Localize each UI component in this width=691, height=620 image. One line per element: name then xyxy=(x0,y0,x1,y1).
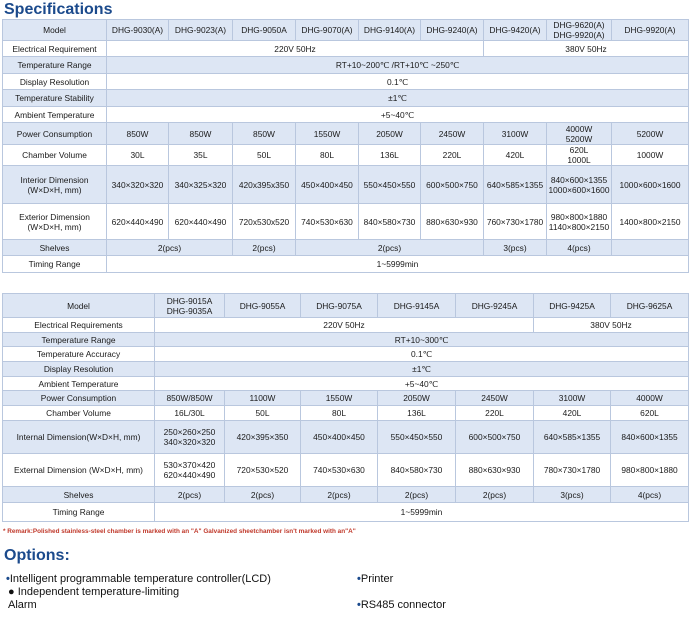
table-row xyxy=(3,294,689,318)
table-cell: 380V 50Hz xyxy=(484,41,689,57)
table-cell: DHG-9620(A) DHG-9920(A) xyxy=(547,20,612,41)
table-cell: 620×440×490 xyxy=(107,204,169,240)
table-cell: 1000×600×1600 xyxy=(612,166,689,204)
row-label: Electrical Requirements xyxy=(3,318,155,333)
table-row xyxy=(3,204,689,240)
table-cell: 740×530×630 xyxy=(296,204,359,240)
table-cell: 2(pcs) xyxy=(456,487,534,503)
table-row xyxy=(3,362,689,377)
table-cell: DHG-9023(A) xyxy=(169,20,233,41)
table-row xyxy=(3,318,689,333)
table-cell: 4(pcs) xyxy=(611,487,689,503)
table-cell: DHG-9030(A) xyxy=(107,20,169,41)
table-row xyxy=(3,406,689,421)
table-cell: 4000W xyxy=(611,391,689,406)
table-cell: 380V 50Hz xyxy=(534,318,689,333)
table-cell: 16L/30L xyxy=(155,406,225,421)
table-cell: 420L xyxy=(484,145,547,166)
table-row xyxy=(3,454,689,487)
table-row xyxy=(3,391,689,406)
table-cell: 0.1℃ xyxy=(155,347,689,362)
table-cell: 1400×800×2150 xyxy=(612,204,689,240)
table-cell: 2(pcs) xyxy=(233,240,296,256)
option-controller xyxy=(6,573,271,585)
table-cell: DHG-9625A xyxy=(611,294,689,318)
row-label: Temperature Range xyxy=(3,333,155,347)
row-label: Temperature Accuracy xyxy=(3,347,155,362)
table-cell: 50L xyxy=(233,145,296,166)
table-cell: 3(pcs) xyxy=(484,240,547,256)
bullet-icon: • xyxy=(6,573,10,585)
table-cell: DHG-9245A xyxy=(456,294,534,318)
table-cell: 530×370×420 620×440×490 xyxy=(155,454,225,487)
specifications-table-2 xyxy=(2,293,689,522)
table-cell: 620L xyxy=(611,406,689,421)
bullet-icon: • xyxy=(357,599,361,611)
row-label: Ambient Temperature xyxy=(3,377,155,391)
table-cell: 0.1℃ xyxy=(107,74,689,90)
row-label: Exterior Dimension (W×D×H, mm) xyxy=(3,204,107,240)
row-label: Chamber Volume xyxy=(3,406,155,421)
row-label: Temperature Range xyxy=(3,57,107,74)
table-cell: 640×585×1355 xyxy=(484,166,547,204)
table-cell: DHG-9920(A) xyxy=(612,20,689,41)
table-cell: 1550W xyxy=(296,123,359,145)
table-row xyxy=(3,74,689,90)
table-cell: 2050W xyxy=(378,391,456,406)
row-label: Electrical Requirement xyxy=(3,41,107,57)
table-cell: 720x530x520 xyxy=(233,204,296,240)
table-row xyxy=(3,57,689,74)
table-row xyxy=(3,421,689,454)
table-cell: +5~40℃ xyxy=(107,107,689,123)
option-printer-label: Printer xyxy=(360,573,394,585)
table-cell: 850W xyxy=(107,123,169,145)
table-row xyxy=(3,20,689,41)
table-cell: 220L xyxy=(421,145,484,166)
table-cell: 850W xyxy=(233,123,296,145)
option-controller-label: Intelligent programmable temperature controller(LCD) xyxy=(9,573,271,585)
table-row xyxy=(3,333,689,347)
row-label: Interior Dimension (W×D×H, mm) xyxy=(3,166,107,204)
table-cell: 450×400×450 xyxy=(301,421,378,454)
table-cell: 840×600×1355 xyxy=(611,421,689,454)
table-cell: 550×450×550 xyxy=(378,421,456,454)
table-cell: 250×260×250 340×320×320 xyxy=(155,421,225,454)
table-cell: 30L xyxy=(107,145,169,166)
table-cell: 1100W xyxy=(225,391,301,406)
table-cell: DHG-9070(A) xyxy=(296,20,359,41)
table-cell: DHG-9015A DHG-9035A xyxy=(155,294,225,318)
table-cell: 220V 50Hz xyxy=(155,318,534,333)
table-cell: 4(pcs) xyxy=(547,240,612,256)
table-row xyxy=(3,123,689,145)
table-cell: 3(pcs) xyxy=(534,487,611,503)
option-rs485-label: RS485 connector xyxy=(360,599,446,611)
table-cell: 340×320×320 xyxy=(107,166,169,204)
table-row xyxy=(3,90,689,107)
row-label: Shelves xyxy=(3,487,155,503)
table-row xyxy=(3,166,689,204)
table-cell: 1550W xyxy=(301,391,378,406)
specifications-title: Specifications xyxy=(4,1,113,18)
row-label: Shelves xyxy=(3,240,107,256)
row-label: Display Resolution xyxy=(3,74,107,90)
row-label: Chamber Volume xyxy=(3,145,107,166)
specifications-table-1 xyxy=(2,19,689,273)
option-rs485 xyxy=(357,599,446,611)
table-cell: DHG-9075A xyxy=(301,294,378,318)
table-cell: ±1℃ xyxy=(107,90,689,107)
table-cell: 850W xyxy=(169,123,233,145)
table-cell: 420L xyxy=(534,406,611,421)
table-cell: 880×630×930 xyxy=(421,204,484,240)
table-row xyxy=(3,256,689,273)
table-row xyxy=(3,487,689,503)
table-cell: 1~5999min xyxy=(107,256,689,273)
table-cell: 220V 50Hz xyxy=(107,41,484,57)
table-cell: 136L xyxy=(359,145,421,166)
table-cell: 420x395x350 xyxy=(233,166,296,204)
table-cell: 600×500×750 xyxy=(456,421,534,454)
table-cell: 980×800×1880 1140×800×2150 xyxy=(547,204,612,240)
table-cell: +5~40℃ xyxy=(155,377,689,391)
table-cell: 720×530×520 xyxy=(225,454,301,487)
table-cell: 600×500×750 xyxy=(421,166,484,204)
table-cell: 2450W xyxy=(421,123,484,145)
table-cell: 3100W xyxy=(534,391,611,406)
bullet-icon: • xyxy=(357,573,361,585)
row-label: Temperature Stability xyxy=(3,90,107,107)
table-cell: 2(pcs) xyxy=(225,487,301,503)
table-row xyxy=(3,41,689,57)
table-row xyxy=(3,240,689,256)
table-cell: 2(pcs) xyxy=(378,487,456,503)
table-cell: 80L xyxy=(296,145,359,166)
table-cell: 450×400×450 xyxy=(296,166,359,204)
table-cell: 420×395×350 xyxy=(225,421,301,454)
table-cell: DHG-9420(A) xyxy=(484,20,547,41)
table-cell: 760×730×1780 xyxy=(484,204,547,240)
table-cell: 740×530×630 xyxy=(301,454,378,487)
row-label: Internal Dimension(W×D×H, mm) xyxy=(3,421,155,454)
table-cell: 1000W xyxy=(612,145,689,166)
table-cell: 840×600×1355 1000×600×1600 xyxy=(547,166,612,204)
row-label: Model xyxy=(3,294,155,318)
table-cell: 3100W xyxy=(484,123,547,145)
table-row xyxy=(3,377,689,391)
table-cell: 880×630×930 xyxy=(456,454,534,487)
table-row xyxy=(3,503,689,522)
table-cell: 2450W xyxy=(456,391,534,406)
row-label: Power Consumption xyxy=(3,391,155,406)
table-cell: 50L xyxy=(225,406,301,421)
table-cell: 850W/850W xyxy=(155,391,225,406)
row-label: Timing Range xyxy=(3,256,107,273)
table-cell: DHG-9140(A) xyxy=(359,20,421,41)
table-cell xyxy=(612,240,689,256)
table-cell: DHG-9240(A) xyxy=(421,20,484,41)
table-cell: RT+10~300℃ xyxy=(155,333,689,347)
table-cell: 340×325×320 xyxy=(169,166,233,204)
table-cell: 35L xyxy=(169,145,233,166)
table-cell: 136L xyxy=(378,406,456,421)
table-cell: RT+10~200℃ /RT+10℃ ~250℃ xyxy=(107,57,689,74)
table-cell: DHG-9050A xyxy=(233,20,296,41)
options-title: Options: xyxy=(4,547,70,564)
row-label: Model xyxy=(3,20,107,41)
table-cell: 2(pcs) xyxy=(107,240,233,256)
table-cell: 840×580×730 xyxy=(378,454,456,487)
table-cell: 4000W 5200W xyxy=(547,123,612,145)
option-temperature-limiting: ● Independent temperature-limiting xyxy=(8,586,180,598)
table-cell: 980×800×1880 xyxy=(611,454,689,487)
option-printer xyxy=(357,573,393,585)
table-cell: DHG-9055A xyxy=(225,294,301,318)
table-cell: 1~5999min xyxy=(155,503,689,522)
table-row xyxy=(3,347,689,362)
row-label: External Dimension (W×D×H, mm) xyxy=(3,454,155,487)
table-row xyxy=(3,145,689,166)
table-cell: ±1℃ xyxy=(155,362,689,377)
row-label: Power Consumption xyxy=(3,123,107,145)
option-alarm: Alarm xyxy=(8,599,37,611)
table-cell: 5200W xyxy=(612,123,689,145)
table-cell: 840×580×730 xyxy=(359,204,421,240)
table-cell: 780×730×1780 xyxy=(534,454,611,487)
table-cell: 80L xyxy=(301,406,378,421)
table-cell: 220L xyxy=(456,406,534,421)
row-label: Timing Range xyxy=(3,503,155,522)
table-cell: DHG-9145A xyxy=(378,294,456,318)
row-label: Display Resolution xyxy=(3,362,155,377)
remark-note: * Remark:Polished stainless-steel chamber is marked with an "A" Galvanized sheetchamber isn't marked with an"A" xyxy=(3,528,356,535)
table-cell: 2050W xyxy=(359,123,421,145)
table-cell: 550×450×550 xyxy=(359,166,421,204)
table-cell: DHG-9425A xyxy=(534,294,611,318)
table-cell: 640×585×1355 xyxy=(534,421,611,454)
table-cell: 2(pcs) xyxy=(301,487,378,503)
table-cell: 620×440×490 xyxy=(169,204,233,240)
table-cell: 620L 1000L xyxy=(547,145,612,166)
table-cell: 2(pcs) xyxy=(155,487,225,503)
table-cell: 2(pcs) xyxy=(296,240,484,256)
row-label: Ambient Temperature xyxy=(3,107,107,123)
table-row xyxy=(3,107,689,123)
